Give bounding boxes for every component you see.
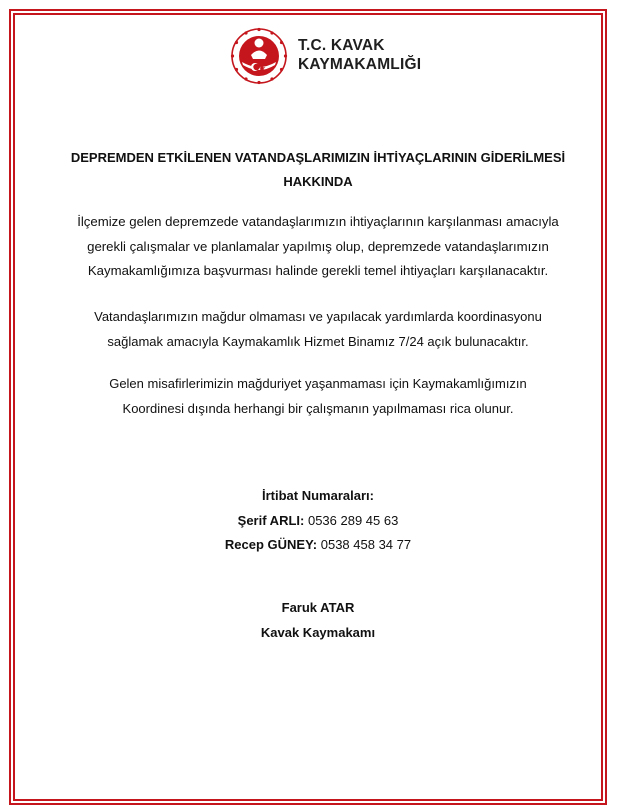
document-title <box>20 146 616 194</box>
contact-row <box>20 509 616 534</box>
ministry-emblem-icon <box>229 26 289 86</box>
paragraph-line: Kaymakamlığımıza başvurması halinde gerekli temel ihtiyaçları karşılanacaktır. <box>87 263 549 278</box>
contact-phone: 0536 289 45 63 <box>304 512 399 528</box>
title-line-1: DEPREMDEN ETKİLENEN VATANDAŞLARIMIZIN İHTİYAÇLARININ GİDERİLMESİ <box>70 150 566 165</box>
paragraph-line: Vatandaşlarımızın mağdur olmaması ve yapılacak yardımlarda koordinasyonu <box>94 309 542 324</box>
contact-heading: İrtibat Numaraları: <box>262 488 374 503</box>
signatory-title: Kavak Kaymakamı <box>260 624 376 640</box>
paragraph-3 <box>20 372 616 421</box>
contact-block <box>20 484 616 558</box>
org-line-1: T.C. KAVAK <box>298 37 385 54</box>
contact-name: Şerif ARLI: <box>237 512 305 528</box>
paragraph-line: İlçemize gelen depremzede vatandaşlarımızın ihtiyaçlarının karşılanması amacıyla <box>77 214 559 229</box>
org-line-2: KAYMAKAMLIĞI <box>298 56 422 73</box>
contact-name: Recep GÜNEY: <box>224 537 318 552</box>
contact-row <box>20 533 616 558</box>
paragraph-line: gerekli çalışmalar ve planlamalar yapılmış olup, depremzede vatandaşlarımızın <box>87 238 549 254</box>
signature-block <box>20 596 616 645</box>
paragraph-line: Gelen misafirlerimizin mağduriyet yaşanmaması için Kaymakamlığımızın <box>109 376 527 391</box>
paragraph-line: sağlamak amacıyla Kaymakamlık Hizmet Binamız 7/24 açık bulunacaktır. <box>107 333 529 349</box>
title-line-2: HAKKINDA <box>283 174 353 189</box>
paragraph-line: Koordinesi dışında herhangi bir çalışmanın yapılmaması rica olunur. <box>122 400 514 416</box>
signatory-name: Faruk ATAR <box>281 600 355 615</box>
contact-phone: 0538 458 34 77 <box>317 537 412 552</box>
paragraph-2 <box>20 305 616 354</box>
paragraph-1 <box>20 210 616 284</box>
organization-name <box>298 36 421 74</box>
